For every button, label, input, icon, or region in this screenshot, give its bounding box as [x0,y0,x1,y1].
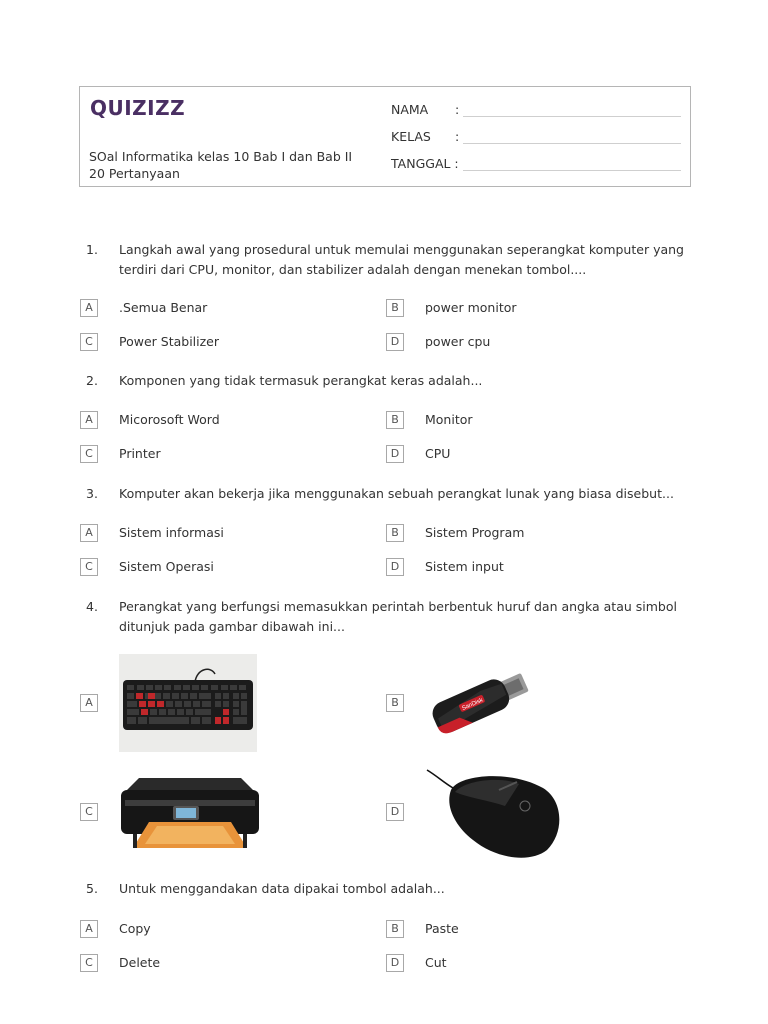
option-d-text[interactable]: Cut [425,955,447,970]
name-colon: : [455,102,460,117]
option-d-text[interactable]: power cpu [425,334,491,349]
option-a-text[interactable]: Micorosoft Word [119,412,220,427]
brand-label: SanDisk [461,697,485,713]
name-line[interactable] [463,116,681,117]
option-d-text[interactable]: CPU [425,446,451,461]
usb-drive-icon [425,656,535,748]
option-c-text[interactable]: Printer [119,446,161,461]
usb-flash-drive-image[interactable] [425,656,535,748]
option-a-text[interactable]: .Semua Benar [119,300,208,315]
question-number: 2. [86,373,98,388]
option-c-box[interactable]: C [80,445,98,463]
class-label: KELAS [391,129,431,144]
worksheet-title-block [89,148,352,182]
class-colon: : [455,129,460,144]
question-text: Komputer akan bekerja jika menggunakan sebuah perangkat lunak yang biasa disebut... [119,486,674,501]
question-text: Komponen yang tidak termasuk perangkat keras adalah... [119,373,483,388]
option-b-text[interactable]: Monitor [425,412,473,427]
quizizz-logo [90,96,185,120]
option-c-box[interactable]: C [80,954,98,972]
class-line[interactable] [463,143,681,144]
option-c-text[interactable]: Delete [119,955,161,970]
option-d-box[interactable]: D [386,558,404,576]
option-c-box[interactable]: C [80,333,98,351]
option-d-box[interactable]: D [386,333,404,351]
keyboard-image[interactable] [119,654,257,752]
option-b-box[interactable]: B [386,920,404,938]
option-a-box[interactable]: A [80,524,98,542]
question-number: 1. [86,242,98,257]
question-text: Untuk menggandakan data dipakai tombol adalah... [119,881,445,896]
worksheet-header [79,86,691,187]
printer-icon [119,770,261,852]
option-b-box[interactable]: B [386,524,404,542]
keyboard-icon [119,654,257,752]
question-text: Langkah awal yang prosedural untuk memulai menggunakan seperangkat komputer yang terdiri dari CPU, monitor, dan stabilizer adalah dengan menekan tombol.... [119,242,684,277]
option-c-box[interactable]: C [80,803,98,821]
date-line[interactable] [463,170,681,171]
question-count: 20 Pertanyaan [89,166,180,181]
option-a-text[interactable]: Sistem informasi [119,525,224,540]
option-d-box[interactable]: D [386,803,404,821]
option-a-box[interactable]: A [80,694,98,712]
option-b-box[interactable]: B [386,694,404,712]
logo-text: QUIZIZZ [90,96,186,120]
option-b-box[interactable]: B [386,299,404,317]
mouse-image[interactable] [425,766,565,862]
option-a-box[interactable]: A [80,411,98,429]
question-number: 5. [86,881,98,896]
question-number: 4. [86,599,98,614]
date-label: TANGGAL : [391,156,459,171]
mouse-icon [425,766,565,862]
option-a-text[interactable]: Copy [119,921,151,936]
option-b-text[interactable]: Sistem Program [425,525,525,540]
option-c-box[interactable]: C [80,558,98,576]
printer-image[interactable] [119,770,261,852]
option-b-text[interactable]: power monitor [425,300,517,315]
option-d-box[interactable]: D [386,954,404,972]
option-d-box[interactable]: D [386,445,404,463]
worksheet-title: SOal Informatika kelas 10 Bab I dan Bab II [89,149,353,164]
option-c-text[interactable]: Sistem Operasi [119,559,214,574]
question-text: Perangkat yang berfungsi memasukkan perintah berbentuk huruf dan angka atau simbol ditunjuk pada gambar dibawah ini... [119,599,677,634]
option-d-text[interactable]: Sistem input [425,559,504,574]
question-number: 3. [86,486,98,501]
option-b-text[interactable]: Paste [425,921,459,936]
name-label: NAMA [391,102,429,117]
option-b-box[interactable]: B [386,411,404,429]
option-a-box[interactable]: A [80,920,98,938]
option-c-text[interactable]: Power Stabilizer [119,334,220,349]
option-a-box[interactable]: A [80,299,98,317]
